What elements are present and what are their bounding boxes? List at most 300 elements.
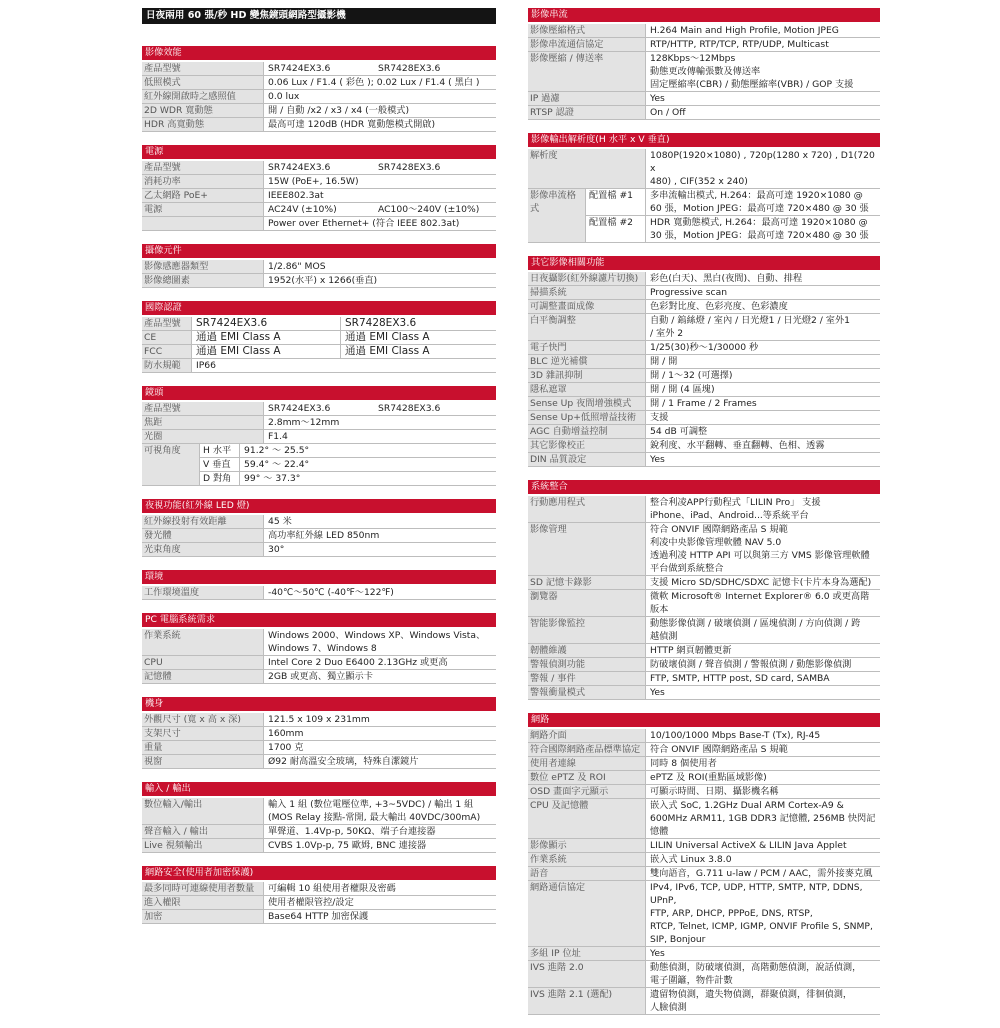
spec-value-line: 利凌中央影像管理軟體 NAV 5.0 — [650, 537, 782, 548]
spec-row — [528, 947, 880, 961]
spec-value — [264, 529, 496, 542]
spec-value-line: 人臉偵測 — [650, 1002, 687, 1013]
spec-label: 影像壓縮格式 — [528, 24, 646, 37]
spec-value-text: 0.06 Lux / F1.4 ( 彩色 ); 0.02 Lux / F1.4 ( 黑白 ) — [268, 77, 480, 88]
spec-value-text: 開 / 1 Frame / 2 Frames — [650, 398, 757, 409]
spec-value: SR7428EX3.6 — [340, 317, 496, 330]
spec-value — [646, 757, 880, 770]
spec-value — [646, 644, 880, 657]
spec-value-text: 色彩對比度、色彩亮度、色彩濃度 — [650, 301, 788, 312]
spec-label: 2D WDR 寬動態 — [142, 104, 264, 117]
spec-label: Live 視頻輸出 — [142, 839, 264, 852]
spec-value — [264, 882, 496, 895]
power-section — [142, 145, 496, 231]
spec-row — [528, 757, 880, 771]
spec-value-text: 支援 — [650, 412, 669, 423]
spec-value — [646, 853, 880, 866]
spec-label: 發光體 — [142, 529, 264, 542]
spec-value — [264, 713, 496, 726]
spec-row — [142, 656, 496, 670]
spec-row — [142, 839, 496, 853]
spec-row — [142, 331, 496, 345]
spec-value-text: ePTZ 及 ROI(重點區域影像) — [650, 772, 767, 783]
spec-row — [142, 896, 496, 910]
spec-label: 焦距 — [142, 416, 264, 429]
spec-value-text: Yes — [650, 454, 665, 465]
spec-label: 紅外線開啟時之感照值 — [142, 90, 264, 103]
spec-row — [142, 529, 496, 543]
spec-subrow — [586, 216, 880, 242]
spec-label: 警報衝量模式 — [528, 686, 646, 699]
spec-label: 其它影像校正 — [528, 439, 646, 452]
spec-subrow — [200, 472, 496, 485]
spec-label: 支架尺寸 — [142, 727, 264, 740]
spec-sublabel: 配置檔 #2 — [586, 216, 646, 242]
spec-row — [142, 161, 496, 175]
lens-section — [142, 386, 496, 486]
spec-label: OSD 畫面字元顯示 — [528, 785, 646, 798]
spec-subrow — [200, 458, 496, 472]
spec-value-text: 2.8mm～12mm — [268, 417, 340, 428]
spec-value — [646, 300, 880, 313]
spec-value — [646, 52, 880, 91]
spec-value-text: Yes — [650, 687, 665, 698]
spec-value-line: SIP, Bonjour — [650, 934, 706, 945]
spec-value — [264, 896, 496, 909]
spec-value-text: 1/25(30)秒～1/30000 秒 — [650, 342, 759, 353]
spec-row — [528, 286, 880, 300]
spec-value-text: 10/100/1000 Mbps Base-T (Tx), RJ-45 — [650, 730, 821, 741]
sensor-section-title: 攝像元件 — [142, 244, 496, 258]
spec-row — [142, 203, 496, 217]
spec-value-line: 輸入 1 組 (數位電壓位準, +3~5VDC) / 輸出 1 組 — [268, 799, 474, 810]
spec-subgroup — [586, 189, 880, 242]
spec-value — [646, 961, 880, 987]
spec-value — [264, 274, 496, 287]
spec-value — [646, 576, 880, 589]
spec-value-text: 雙向語音，G.711 u-law / PCM / AAC，需外接麥克風 — [650, 868, 873, 879]
spec-value: 通過 EMI Class A — [196, 345, 281, 357]
spec-row — [142, 274, 496, 288]
video_perf-section-title: 影像效能 — [142, 46, 496, 60]
stream-section — [528, 8, 880, 120]
spec-value-text: Intel Core 2 Duo E6400 2.13GHz 或更高 — [268, 657, 448, 668]
spec-value — [264, 189, 496, 202]
spec-value-text: 嵌入式 Linux 3.8.0 — [650, 854, 732, 865]
netsec-section-title: 網路安全(使用者加密保護) — [142, 866, 496, 880]
spec-label: 乙太網路 PoE+ — [142, 189, 264, 202]
spec-value-text: 1952(水平) x 1266(垂直) — [268, 275, 378, 286]
spec-row — [528, 189, 880, 243]
spec-value — [646, 38, 880, 51]
spec-row — [142, 118, 496, 132]
left-column — [142, 8, 496, 937]
spec-row — [528, 369, 880, 383]
spec-label: 影像顯示 — [528, 839, 646, 852]
spec-value-line: 480) , CIF(352 x 240) — [650, 176, 748, 187]
spec-value-text: 使用者權限管控/設定 — [268, 897, 354, 908]
right-column — [528, 8, 880, 1028]
spec-label: SD 記憶卡錄影 — [528, 576, 646, 589]
spec-row — [142, 217, 496, 231]
spec-value-line: 600MHz ARM11, 1GB DDR3 記憶體, 256MB 快閃記 — [650, 813, 876, 824]
spec-value — [264, 175, 496, 188]
spec-row — [142, 755, 496, 769]
spec-value — [240, 444, 496, 457]
spec-value: 通過 EMI Class A — [196, 331, 281, 343]
other-section — [528, 256, 880, 467]
spec-value-text: 最高可達 120dB (HDR 寬動態模式開啟) — [268, 119, 436, 130]
spec-value — [646, 785, 880, 798]
spec-label: AGC 自動增益控制 — [528, 425, 646, 438]
spec-label: CPU — [142, 656, 264, 669]
spec-value — [646, 686, 880, 699]
spec-value-text: 同時 8 個使用者 — [650, 758, 717, 769]
spec-label: FCC — [142, 345, 192, 358]
spec-value — [646, 189, 880, 215]
spec-row — [528, 453, 880, 467]
spec-value — [264, 586, 496, 599]
spec-label: 光圈 — [142, 430, 264, 443]
spec-value-text: HTTP 網頁韌體更新 — [650, 645, 732, 656]
spec-value — [646, 947, 880, 960]
spec-value-line: 30 張，Motion JPEG：最高可達 720×480 @ 30 張 — [650, 230, 869, 241]
spec-value-line: 透過利凌 HTTP API 可以與第三方 VMS 影像管理軟體 — [650, 550, 870, 561]
spec-label: 使用者連線 — [528, 757, 646, 770]
spec-value-line: iPhone、iPad、Android...等系統平台 — [650, 510, 809, 521]
spec-row — [528, 576, 880, 590]
spec-value — [264, 798, 496, 824]
spec-row — [528, 149, 880, 189]
spec-value-text: LILIN Universal ActiveX & LILIN Java Applet — [650, 840, 847, 851]
sensor-section — [142, 244, 496, 288]
spec-value-text: 0.0 lux — [268, 91, 300, 102]
spec-value-line: 嵌入式 SoC, 1.2GHz Dual ARM Cortex-A9 & — [650, 800, 844, 811]
spec-label: 作業系統 — [142, 629, 264, 655]
spec-value-text: 91.2° ～ 25.5° — [244, 445, 310, 456]
spec-row — [528, 799, 880, 839]
spec-value-line: FTP, ARP, DHCP, PPPoE, DNS, RTSP, — [650, 908, 813, 919]
spec-label: 符合國際網路產品標準協定 — [528, 743, 646, 756]
spec-value — [646, 92, 880, 105]
spec-value-text: IP66 — [196, 360, 216, 371]
spec-value — [264, 430, 496, 443]
spec-value — [264, 90, 496, 103]
spec-value-text: -40℃～50℃ (-40℉～122℉) — [268, 587, 394, 598]
spec-label: IP 過濾 — [528, 92, 646, 105]
spec-row — [528, 397, 880, 411]
spec-value-text: 單聲道、1.4Vp-p, 50KΩ、端子台連接器 — [268, 826, 436, 837]
lens-section-title: 鏡頭 — [142, 386, 496, 400]
spec-row — [528, 38, 880, 52]
spec-subrow — [586, 189, 880, 216]
spec-value-text: CVBS 1.0Vp-p, 75 歐姆, BNC 連接器 — [268, 840, 427, 851]
spec-value — [264, 839, 496, 852]
spec-value — [646, 729, 880, 742]
spec-row — [142, 713, 496, 727]
spec-label: 數位 ePTZ 及 ROI — [528, 771, 646, 784]
spec-row — [528, 272, 880, 286]
spec-label: 低照模式 — [142, 76, 264, 89]
spec-label: 可視角度 — [142, 444, 200, 485]
spec-value — [646, 383, 880, 396]
spec-value-text: 彩色(白天)、黑白(夜間)、自動、排程 — [650, 273, 803, 284]
spec-value-text: IEEE802.3at — [268, 190, 324, 201]
spec-value — [646, 617, 880, 643]
cert-section-title: 國際認證 — [142, 301, 496, 315]
spec-value — [646, 439, 880, 452]
resolution-section — [528, 133, 880, 243]
spec-value: SR7428EX3.6 — [378, 162, 441, 173]
spec-value: SR7424EX3.6 — [268, 403, 331, 414]
spec-value — [646, 216, 880, 242]
spec-row — [528, 961, 880, 988]
spec-row — [142, 189, 496, 203]
spec-value-line: 微軟 Microsoft® Internet Explorer® 6.0 或更高階 — [650, 591, 870, 602]
spec-label: 3D 雜訊抑制 — [528, 369, 646, 382]
spec-label: 影像壓縮 / 傳送率 — [528, 52, 646, 91]
spec-row — [528, 839, 880, 853]
spec-value — [646, 24, 880, 37]
spec-value-text: Power over Ethernet+ (符合 IEEE 802.3at) — [268, 218, 460, 229]
spec-value-text: 開 / 開 — [650, 356, 678, 367]
spec-row — [528, 658, 880, 672]
spec-value — [646, 341, 880, 354]
spec-label: 電子快門 — [528, 341, 646, 354]
spec-value — [264, 910, 496, 923]
spec-value-line: Windows 2000、Windows XP、Windows Vista、 — [268, 630, 486, 641]
spec-label: 智能影像監控 — [528, 617, 646, 643]
spec-value — [646, 272, 880, 285]
spec-value: SR7424EX3.6 — [268, 162, 331, 173]
spec-label: 消耗功率 — [142, 175, 264, 188]
spec-row — [142, 586, 496, 600]
spec-value-text: 45 米 — [268, 516, 292, 527]
spec-value-text: 99° ～ 37.3° — [244, 473, 301, 484]
spec-value — [264, 104, 496, 117]
spec-value-text: Ø92 耐高溫安全玻璃，特殊自潔鏡片 — [268, 756, 419, 767]
spec-row — [528, 867, 880, 881]
spec-label: 網路介面 — [528, 729, 646, 742]
spec-value — [646, 771, 880, 784]
spec-label: HDR 高寬動態 — [142, 118, 264, 131]
spec-label: 紅外線投射有效距離 — [142, 515, 264, 528]
spec-label: 工作環境溫度 — [142, 586, 264, 599]
spec-value — [646, 369, 880, 382]
spec-row — [528, 881, 880, 947]
spec-value-line: 符合 ONVIF 國際網路產品 S 規範 — [650, 524, 788, 535]
spec-row — [528, 853, 880, 867]
page-title: 日夜兩用 60 張/秒 HD 變焦鏡頭網路型攝影機 — [142, 8, 496, 24]
netsec-section — [142, 866, 496, 924]
spec-row — [528, 729, 880, 743]
spec-value: 通過 EMI Class A — [340, 345, 496, 358]
spec-value-text: 59.4° ～ 22.4° — [244, 459, 310, 470]
spec-row — [528, 106, 880, 120]
spec-row — [142, 741, 496, 755]
spec-label: BLC 逆光補償 — [528, 355, 646, 368]
spec-value-text: Base64 HTTP 加密保護 — [268, 911, 369, 922]
spec-value-text: 54 dB 可調整 — [650, 426, 708, 437]
spec-sublabel: V 垂直 — [200, 458, 240, 471]
spec-value — [264, 755, 496, 768]
spec-value-text: Progressive scan — [650, 287, 728, 298]
spec-label: 警報 / 事件 — [528, 672, 646, 685]
spec-value-text: 高功率紅外線 LED 850nm — [268, 530, 380, 541]
spec-label: DIN 品質設定 — [528, 453, 646, 466]
spec-label: 語音 — [528, 867, 646, 880]
spec-value-line: 多串流輸出模式, H.264：最高可達 1920×1080 @ — [650, 190, 863, 201]
spec-value — [264, 741, 496, 754]
other-section-title: 其它影像相關功能 — [528, 256, 880, 270]
spec-label: 網路通信協定 — [528, 881, 646, 946]
spec-value — [264, 260, 496, 273]
spec-label: 記憶體 — [142, 670, 264, 683]
spec-value — [646, 314, 880, 340]
pc-section-title: PC 電腦系統需求 — [142, 613, 496, 627]
network-section — [528, 713, 880, 1015]
spec-label: 韌體維護 — [528, 644, 646, 657]
spec-value — [240, 472, 496, 485]
pc-section — [142, 613, 496, 684]
spec-value — [264, 825, 496, 838]
spec-sublabel: 配置檔 #1 — [586, 189, 646, 215]
env-section-title: 環境 — [142, 570, 496, 584]
spec-value — [646, 355, 880, 368]
spec-row — [528, 686, 880, 700]
env-section — [142, 570, 496, 600]
spec-value-text: 1700 克 — [268, 742, 304, 753]
spec-value-text: FTP, SMTP, HTTP post, SD card, SAMBA — [650, 673, 830, 684]
spec-label: 白平衡調整 — [528, 314, 646, 340]
spec-label: 外觀尺寸 (寬 x 高 x 深) — [142, 713, 264, 726]
spec-value-text: 開 / 1～32 (可選擇) — [650, 370, 733, 381]
spec-value-line: 固定壓縮率(CBR) / 動態壓縮率(VBR) / GOP 支援 — [650, 79, 854, 90]
spec-label: 光束角度 — [142, 543, 264, 556]
spec-label: 解析度 — [528, 149, 646, 188]
spec-row — [528, 355, 880, 369]
spec-label: 產品型號 — [142, 161, 264, 174]
spec-value — [646, 839, 880, 852]
spec-value — [646, 496, 880, 522]
spec-value-line: 越偵測 — [650, 631, 678, 642]
spec-label: 影像串流格式 — [528, 189, 586, 242]
night-section-title: 夜視功能(紅外線 LED 燈) — [142, 499, 496, 513]
spec-row — [528, 496, 880, 523]
spec-value: SR7428EX3.6 — [378, 63, 441, 74]
spec-label: 影像總圖素 — [142, 274, 264, 287]
spec-row — [528, 672, 880, 686]
spec-label: IVS 進階 2.0 — [528, 961, 646, 987]
spec-row — [142, 317, 496, 331]
spec-value — [264, 118, 496, 131]
video_perf-section — [142, 46, 496, 132]
spec-row — [528, 785, 880, 799]
spec-label: 進入權限 — [142, 896, 264, 909]
spec-row — [528, 314, 880, 341]
spec-label: CPU 及記憶體 — [528, 799, 646, 838]
spec-value: SR7428EX3.6 — [378, 403, 441, 414]
spec-value-text: 160mm — [268, 728, 304, 739]
integration-section — [528, 480, 880, 700]
spec-row — [142, 175, 496, 189]
spec-label: 影像感應器類型 — [142, 260, 264, 273]
spec-value-text: 2GB 或更高、獨立顯示卡 — [268, 671, 373, 682]
spec-row — [142, 402, 496, 416]
spec-value-text: 防破壞偵測 / 聲音偵測 / 警報偵測 / 動態影像偵測 — [650, 659, 852, 670]
spec-label: 掃描系統 — [528, 286, 646, 299]
spec-label: 日夜攝影(紅外線濾片切換) — [528, 272, 646, 285]
spec-value-line: 128Kbps～12Mbps — [650, 53, 736, 64]
spec-value-line: (MOS Relay 接點-常開, 最大輸出 40VDC/300mA) — [268, 812, 481, 823]
io-section-title: 輸入 / 輸出 — [142, 782, 496, 796]
spec-row — [142, 416, 496, 430]
spec-label: 作業系統 — [528, 853, 646, 866]
spec-row — [528, 92, 880, 106]
spec-value — [646, 672, 880, 685]
spec-value-line: 動態影像偵測 / 破壞偵測 / 區塊偵測 / 方向偵測 / 跨 — [650, 618, 861, 629]
body-section — [142, 697, 496, 769]
spec-value — [264, 515, 496, 528]
spec-value-line: 動態偵測，防破壞偵測，高階動態偵測，說話偵測， — [650, 962, 862, 973]
spec-row — [142, 910, 496, 924]
spec-label: 加密 — [142, 910, 264, 923]
spec-label: 數位輸入/輸出 — [142, 798, 264, 824]
spec-row — [528, 341, 880, 355]
spec-value-text: 支援 Micro SD/SDHC/SDXC 記憶卡(卡片本身為選配) — [650, 577, 872, 588]
spec-value-text: Yes — [650, 93, 665, 104]
spec-value — [264, 629, 496, 655]
spec-value — [192, 359, 496, 372]
spec-value-text: 可編輯 10 組使用者權限及密碼 — [268, 883, 396, 894]
spec-value — [646, 397, 880, 410]
spec-row — [142, 430, 496, 444]
spec-value: 通過 EMI Class A — [340, 331, 496, 344]
spec-row — [142, 825, 496, 839]
spec-label: 產品型號 — [142, 62, 264, 75]
spec-label: 視窗 — [142, 755, 264, 768]
spec-label: 最多同時可連線使用者數量 — [142, 882, 264, 895]
spec-value-text: RTP/HTTP, RTP/TCP, RTP/UDP, Multicast — [650, 39, 829, 50]
spec-value-line: 動態更改傳輸張數及傳送率 — [650, 66, 761, 77]
spec-value-text: H.264 Main and High Profile, Motion JPEG — [650, 25, 839, 36]
stream-section-title: 影像串流 — [528, 8, 880, 22]
spec-label: 瀏覽器 — [528, 590, 646, 616]
spec-value — [646, 590, 880, 616]
spec-value — [646, 149, 880, 188]
spec-label: 影像串流通信協定 — [528, 38, 646, 51]
spec-value — [646, 453, 880, 466]
spec-row — [528, 771, 880, 785]
spec-value — [240, 458, 496, 471]
spec-row — [528, 617, 880, 644]
spec-label: 警報偵測功能 — [528, 658, 646, 671]
spec-label: Sense Up 夜間增強模式 — [528, 397, 646, 410]
spec-value — [646, 658, 880, 671]
spec-row — [528, 590, 880, 617]
spec-row — [142, 104, 496, 118]
spec-value: SR7424EX3.6 — [268, 63, 331, 74]
spec-value: AC100～240V (±10%) — [378, 204, 480, 215]
spec-label: 多組 IP 位址 — [528, 947, 646, 960]
spec-row — [142, 670, 496, 684]
spec-value — [264, 416, 496, 429]
spec-value-line: 電子圍籬，物件計數 — [650, 975, 733, 986]
spec-row — [142, 798, 496, 825]
spec-value-text: 15W (PoE+, 16.5W) — [268, 176, 359, 187]
spec-value — [646, 881, 880, 946]
spec-value — [646, 523, 880, 575]
